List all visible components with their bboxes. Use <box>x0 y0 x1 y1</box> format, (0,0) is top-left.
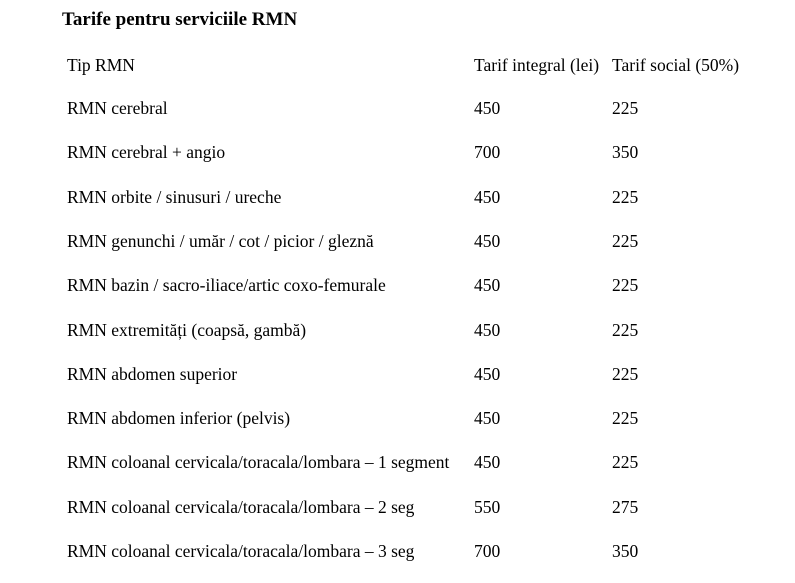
row-type: RMN extremități (coapsă, gambă) <box>67 320 307 340</box>
table-row <box>67 317 767 343</box>
row-social-price: 225 <box>612 364 639 384</box>
row-type: RMN coloanal cervicala/toracala/lombara – 1 segment <box>67 452 450 472</box>
document-title: Tarife pentru serviciile RMN <box>62 9 298 30</box>
row-full-price: 450 <box>474 364 501 384</box>
table-row <box>67 228 767 254</box>
row-full-price: 550 <box>474 497 501 517</box>
row-type: RMN bazin / sacro-iliace/artic coxo-femurale <box>67 275 386 295</box>
row-full-price: 450 <box>474 187 501 207</box>
table-row <box>67 494 767 520</box>
table-row <box>67 405 767 431</box>
row-social-price: 225 <box>612 452 639 472</box>
table-row <box>67 538 767 564</box>
row-social-price: 225 <box>612 231 639 251</box>
row-social-price: 225 <box>612 98 639 118</box>
row-social-price: 350 <box>612 142 639 162</box>
row-type: RMN cerebral + angio <box>67 142 226 162</box>
row-full-price: 700 <box>474 541 501 561</box>
header-social-price: Tarif social (50%) <box>612 55 740 75</box>
row-full-price: 450 <box>474 231 501 251</box>
row-social-price: 225 <box>612 320 639 340</box>
table-row <box>67 184 767 210</box>
row-social-price: 350 <box>612 541 639 561</box>
row-full-price: 450 <box>474 98 501 118</box>
row-full-price: 450 <box>474 452 501 472</box>
row-full-price: 700 <box>474 142 501 162</box>
row-type: RMN coloanal cervicala/toracala/lombara – 3 seg <box>67 541 415 561</box>
row-social-price: 275 <box>612 497 639 517</box>
row-social-price: 225 <box>612 408 639 428</box>
row-type: RMN genunchi / umăr / cot / picior / gleznă <box>67 231 374 251</box>
row-full-price: 450 <box>474 408 501 428</box>
header-type: Tip RMN <box>67 55 135 75</box>
row-social-price: 225 <box>612 275 639 295</box>
table-header-row <box>67 52 767 78</box>
table-row <box>67 272 767 298</box>
row-full-price: 450 <box>474 320 501 340</box>
table-row <box>67 95 767 121</box>
table-row <box>67 139 767 165</box>
row-type: RMN coloanal cervicala/toracala/lombara – 2 seg <box>67 497 415 517</box>
row-type: RMN abdomen inferior (pelvis) <box>67 408 291 428</box>
row-type: RMN cerebral <box>67 98 168 118</box>
table-row <box>67 449 767 475</box>
table-row <box>67 361 767 387</box>
row-social-price: 225 <box>612 187 639 207</box>
row-type: RMN abdomen superior <box>67 364 238 384</box>
header-full-price: Tarif integral (lei) <box>474 55 600 75</box>
row-type: RMN orbite / sinusuri / ureche <box>67 187 282 207</box>
row-full-price: 450 <box>474 275 501 295</box>
price-table <box>67 0 767 583</box>
